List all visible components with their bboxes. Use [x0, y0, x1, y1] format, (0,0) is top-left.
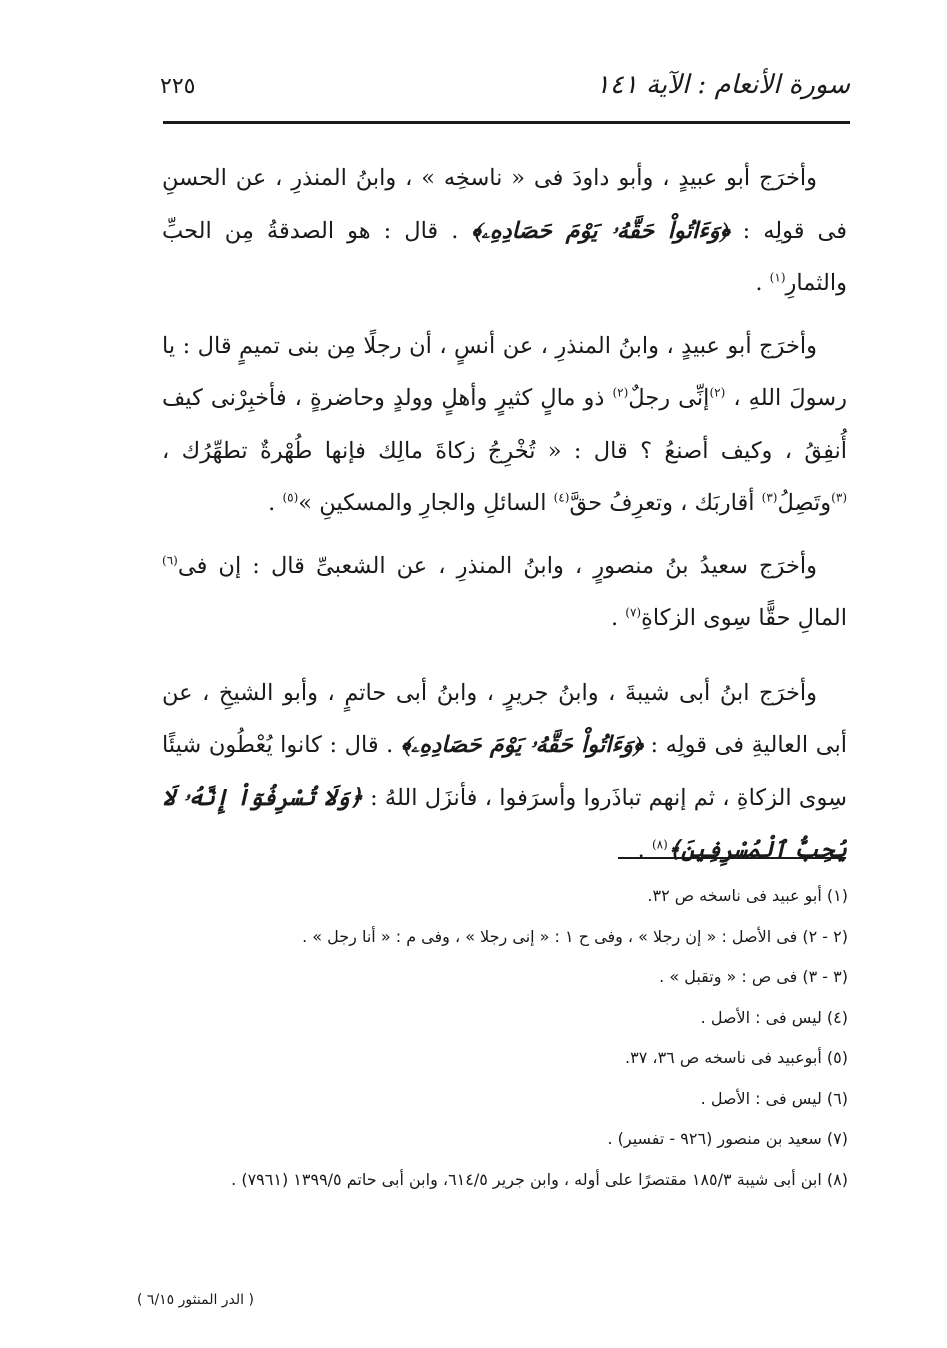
- footnote-5: (٥) أبوعبيد فى ناسخه ص ٣٦، ٣٧.: [625, 1048, 848, 1067]
- footnote-ref: (٢): [709, 385, 726, 400]
- quran-verse: ﴿وَءَاتُواْ حَقَّهُۥ يَوْمَ حَصَادِهِۦ﴾: [471, 217, 730, 244]
- footnote-1: (١) أبو عبيد فى ناسخه ص ٣٢.: [647, 886, 848, 905]
- footnote-2: (٢ - ٢) فى الأصل : « إن رجلا » ، وفى ح ١ : « إنى رجلا » ، وفى م : « أنا رجل » .: [302, 926, 848, 946]
- footnote-ref: (٨): [651, 837, 668, 852]
- page-header: [160, 70, 850, 116]
- paragraph-2: وأخرَج أبو عبيدٍ ، وابنُ المنذرِ ، عن أنسٍ ، أن رجلًا مِن بنى تميمٍ قال : يا رسولَ اللهِ ، $^{(٢)}$إنِّى رجلٌ$^{(٢)}$ ذو مالٍ كثيرٍ وأهلٍ وولدٍ وحاضرةٍ ، فأخبِرْنى كيف أُنفِقُ ، وكيف أصنعُ ؟ قال : « تُخْرِجُ زكاةَ مالِك فإنها طُهْرةٌ تطهِّرُك ، $^{(٣)}$وتَصِلُ$^{(٣)}$ أقاربَك ، وتعرِفُ حقَّ$^{(٤)}$ السائلِ والجارِ والمسكينِ »$^{(٥)}$ .: [162, 332, 847, 516]
- footnote-separator: [618, 857, 846, 859]
- footnote-ref: (٣): [831, 490, 847, 505]
- footnote-8: (٨) ابن أبى شيبة ١٨٥/٣ مقتصرًا على أوله ، وابن جرير ٦١٤/٥، وابن أبى حاتم ١٣٩٩/٥ (٧٩٦١) .: [231, 1169, 848, 1189]
- footnote-ref: (٦): [162, 553, 178, 567]
- running-title: سورة الأنعام : الآية ١٤١: [595, 70, 850, 100]
- paragraph-4: وأخرَج ابنُ أبى شيبةَ ، وابنُ جريرٍ ، وابنُ أبى حاتمٍ ، وأبو الشيخِ ، عن أبى العاليةِ فى قولِه : ﴿وَءَاتُواْ حَقَّهُۥ يَوْمَ حَصَادِهِۦ﴾ . قال : كانوا يُعْطُون شيئًا سِوى الزكاةِ ، ثم إنهم تباذَروا وأسرَفوا ، فأنزَل اللهُ : ﴿وَلَا تُسْرِفُوٓاْ إِنَّهُۥ لَا يُحِبُّ ٱلْمُسْرِفِينَ﴾$^{(٨)}$ .: [162, 679, 847, 863]
- footnotes: [158, 876, 848, 1196]
- paragraph-3: وأخرَج سعيدُ بنُ منصورٍ ، وابنُ المنذرِ ، عن الشعبىِّ قال : إن فى$^{(٦)}$ المالِ حقًّا سِوى الزكاةِ$^{(٧)}$ .: [162, 552, 847, 631]
- footnote-ref: (٧): [625, 605, 642, 620]
- footnote-6: (٦) ليس فى : الأصل .: [700, 1088, 848, 1108]
- footnote-ref: (٢): [612, 385, 629, 400]
- header-rule: [163, 121, 850, 124]
- footnote-ref: (٣): [761, 490, 778, 505]
- footnote-4: (٤) ليس فى : الأصل .: [700, 1007, 848, 1027]
- main-text: [162, 152, 847, 887]
- footnote-3: (٣ - ٣) فى ص : « وتقبل » .: [659, 967, 848, 986]
- quran-verse: ﴿وَءَاتُواْ حَقَّهُۥ يَوْمَ حَصَادِهِۦ﴾: [400, 732, 643, 758]
- footnote-ref: (١): [769, 270, 786, 285]
- signature-mark: ( الدر المنثور ٦/١٥ ): [137, 1292, 254, 1308]
- footnote-ref: (٤): [553, 490, 570, 505]
- quran-verse: ﴿وَلَا تُسْرِفُوٓاْ إِنَّهُۥ لَا يُحِبُّ ٱلْمُسْرِفِينَ﴾: [162, 784, 847, 863]
- footnote-ref: (٥): [282, 490, 299, 505]
- paragraph-1: وأخرَج أبو عبيدٍ ، وأبو داودَ فى « ناسخِه » ، وابنُ المنذرِ ، عن الحسنِ فى قولِه : ﴿وَءَاتُواْ حَقَّهُۥ يَوْمَ حَصَادِهِۦ﴾ . قال : هو الصدقةُ مِن الحبِّ والثمارِ$^{(١)}$ .: [162, 165, 848, 296]
- page-number: ٢٢٥: [160, 74, 196, 99]
- footnote-7: (٧) سعيد بن منصور (٩٢٦ - تفسير) .: [607, 1129, 848, 1148]
